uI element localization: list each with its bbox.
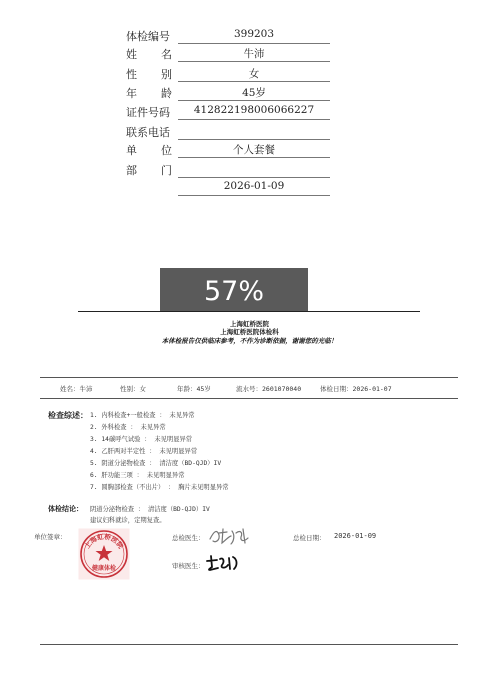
id-number-label: 证件号码 bbox=[126, 106, 170, 119]
patient-age: 年龄：45岁 bbox=[177, 385, 211, 393]
underline bbox=[178, 100, 330, 101]
underline bbox=[178, 81, 330, 82]
report-date: 2026-01-09 bbox=[223, 180, 285, 192]
unit-value: 个人套餐 bbox=[233, 144, 275, 156]
stamp-top-text: 上海虹桥医院 bbox=[83, 532, 125, 551]
gender-label bbox=[126, 66, 172, 82]
underline bbox=[178, 61, 330, 62]
disclaimer: 本体检报告仅供临床参考，不作为诊断依据，谢谢您的光临！ bbox=[161, 337, 338, 345]
age-value: 45岁 bbox=[242, 87, 266, 99]
label-char: 别 bbox=[161, 68, 172, 81]
label-char: 名 bbox=[161, 48, 172, 61]
chief-date-label: 总检日期： bbox=[293, 534, 326, 542]
patient-name: 姓名：牛沛 bbox=[60, 385, 93, 393]
department-label bbox=[126, 162, 172, 178]
exam-number-label: 体检编号 bbox=[126, 30, 170, 43]
summary-item: 6. 肝功能三项 ： 未见明显异常 bbox=[90, 472, 185, 479]
header-divider bbox=[78, 311, 420, 312]
stamp-bottom-text: 健康体检 bbox=[91, 565, 117, 572]
conclusion-title: 体检结论： bbox=[48, 504, 83, 513]
unit-sign-label: 单位签章： bbox=[34, 533, 67, 541]
id-number-value: 412822198006066227 bbox=[193, 104, 315, 116]
summary-item: 5. 阴道分泌物检查 ： 清洁度（BD-QJD）IV bbox=[90, 460, 222, 467]
label-char: 姓 bbox=[126, 48, 137, 61]
chief-date-value: 2026-01-09 bbox=[334, 532, 377, 540]
label-char: 位 bbox=[161, 144, 172, 157]
progress-indicator: 57% bbox=[160, 268, 308, 311]
label-char: 门 bbox=[161, 164, 172, 177]
chief-doctor-signature bbox=[207, 525, 253, 547]
summary-item: 7. 圆胸部检查（不出片） ： 胸片未见明显异常 bbox=[90, 484, 229, 491]
label-char: 性 bbox=[126, 68, 137, 81]
hospital-name: 上海虹桥医院 bbox=[230, 320, 269, 328]
label-char: 年 bbox=[126, 87, 137, 100]
conclusion-line: 建议妇科就诊，定期复查。 bbox=[90, 517, 166, 524]
patient-bar-bottom-line bbox=[40, 398, 458, 399]
summary-item: 1. 内科检查+一般检查 ： 未见异常 bbox=[90, 412, 195, 419]
underline bbox=[178, 43, 330, 44]
footer-line bbox=[40, 644, 458, 645]
underline bbox=[178, 177, 330, 178]
chief-doctor-label: 总检医生： bbox=[172, 534, 205, 542]
underline bbox=[178, 139, 330, 140]
patient-exam-date: 体检日期：2026-01-07 bbox=[320, 385, 392, 393]
label-char: 单 bbox=[126, 144, 137, 157]
summary-item: 3. 14碳呼气试验 ： 未见明显异常 bbox=[90, 436, 193, 443]
gender-value: 女 bbox=[248, 68, 260, 80]
summary-title: 检查综述： bbox=[48, 410, 88, 420]
conclusion-line: 阴道分泌物检查 ： 清洁度（BD-QJD）IV bbox=[90, 506, 210, 513]
review-doctor-signature bbox=[205, 553, 241, 573]
patient-gender: 性别：女 bbox=[120, 385, 146, 393]
unit-label bbox=[126, 142, 172, 158]
label-char: 部 bbox=[126, 164, 137, 177]
summary-item: 4. 乙肝两对半定性 ： 未见明显异常 bbox=[90, 448, 198, 455]
underline bbox=[178, 157, 330, 158]
review-doctor-label: 审核医生： bbox=[172, 562, 205, 570]
label-char: 龄 bbox=[161, 87, 172, 100]
underline bbox=[178, 119, 330, 120]
age-label bbox=[126, 85, 172, 101]
exam-number-value: 399203 bbox=[233, 28, 275, 40]
hospital-center: 上海虹桥医院体检科 bbox=[220, 328, 279, 336]
name-label bbox=[126, 46, 172, 62]
hospital-stamp bbox=[78, 528, 130, 580]
patient-bar-top-line bbox=[40, 377, 458, 378]
underline bbox=[178, 195, 330, 196]
summary-item: 2. 外科检查 ： 未见异常 bbox=[90, 424, 166, 431]
phone-label: 联系电话 bbox=[126, 126, 170, 139]
name-value: 牛沛 bbox=[243, 48, 265, 60]
patient-serial: 流水号：2601070040 bbox=[236, 385, 302, 393]
